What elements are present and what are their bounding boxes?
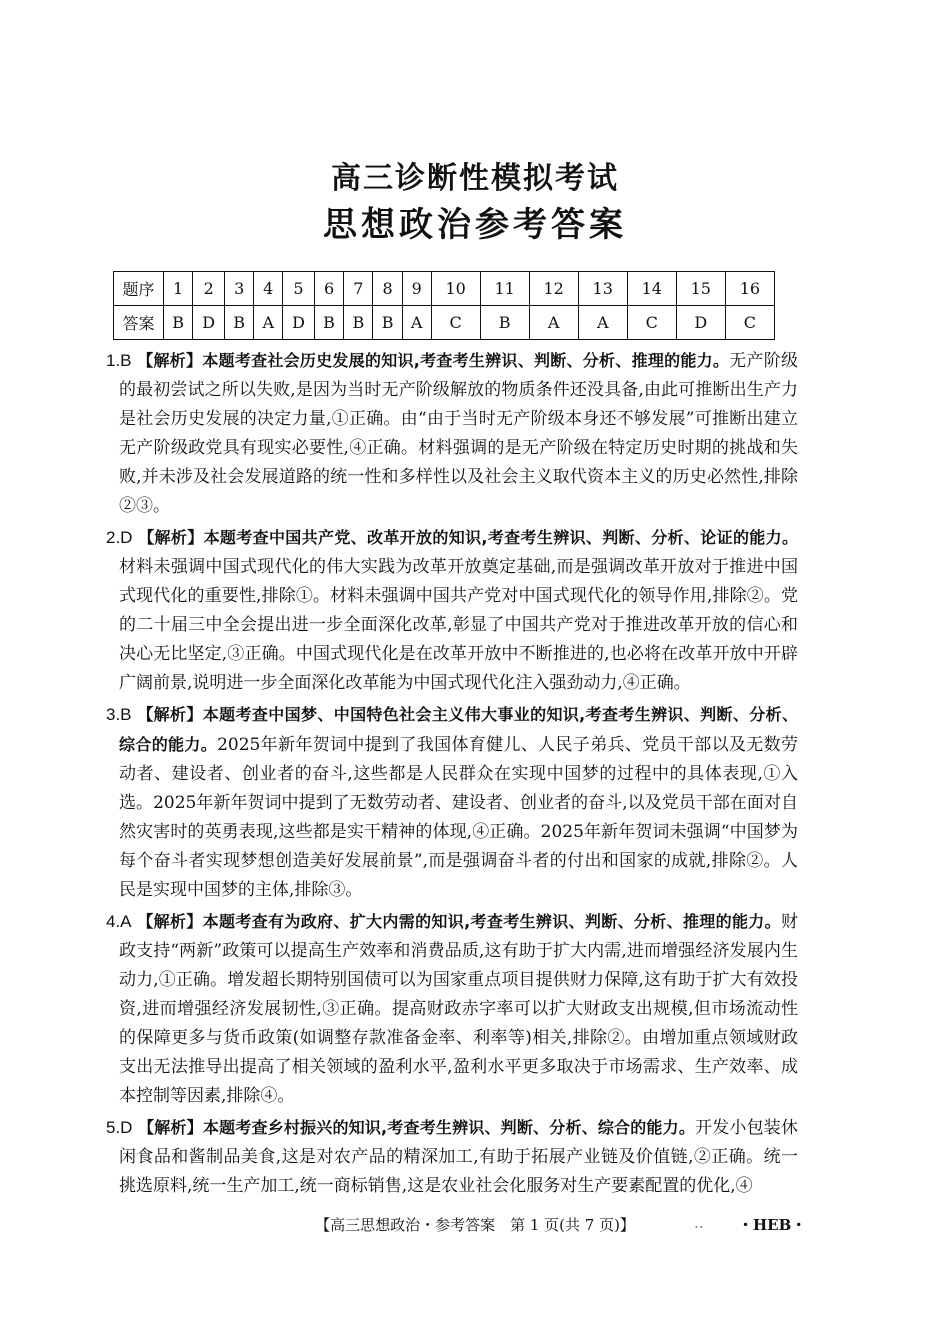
question-number-cell: 13	[578, 272, 627, 306]
analysis-tag: 【解析】	[137, 705, 203, 724]
answer-cell: B	[164, 306, 193, 340]
question-number-cell: 3	[225, 272, 254, 306]
question-number-cell: 15	[676, 272, 725, 306]
question-number-cell: 16	[725, 272, 774, 306]
item-lead: 本题考查乡村振兴的知识,考查考生辨识、判断、分析、综合的能力。	[202, 1118, 696, 1137]
item-lead: 本题考查社会历史发展的知识,考查考生辨识、判断、分析、推理的能力。	[202, 351, 730, 370]
item-lead: 本题考查有为政府、扩大内需的知识,考查考生辨识、判断、分析、推理的能力。	[202, 912, 781, 931]
item-body: 材料未强调中国式现代化的伟大实践为改革开放奠定基础,而是强调改革开放对于推进中国式现代化的重要性,排除①。材料未强调中国共产党对中国式现代化的领导作用,排除②。党的二十届三中全会提出进一步全面深化改革,彰显了中国共产党对于推进改革开放的信心和决心无比坚定,③正确。中国式现代化是在改革开放中不断推进的,也必将在改革开放中开辟广阔前景,说明进一步全面深化改革能为中国式现代化注入强劲动力,④正确。	[119, 557, 798, 693]
explanation-item	[106, 700, 798, 905]
item-number: 5.D	[106, 1118, 133, 1137]
answer-cell: D	[283, 306, 315, 340]
item-body: 2025年新年贺词中提到了我国体育健儿、人民子弟兵、党员干部以及无数劳动者、建设者、创业者的奋斗,这些都是人民群众在实现中国梦的过程中的具体表现,①入选。2025年新年贺词中提到了无数劳动者、建设者、创业者的奋斗,以及党员干部在面对自然灾害时的英勇表现,这些都是实干精神的体现,④正确。2025年新年贺词未强调“中国梦为每个奋斗者实现梦想创造美好发展前景”,而是强调奋斗者的付出和国家的成就,排除②。人民是实现中国梦的主体,排除③。	[119, 735, 798, 900]
question-number-cell: 12	[529, 272, 578, 306]
item-body: 无产阶级的最初尝试之所以失败,是因为当时无产阶级解放的物质条件还没具备,由此可推断出生产力是社会历史发展的决定力量,①正确。由“由于当时无产阶级本身还不够发展”可推断出建立无产阶级政党具有现实必要性,④正确。材料强调的是无产阶级在特定历史时期的挑战和失败,并未涉及社会发展道路的统一性和多样性以及社会主义取代资本主义的历史必然性,排除②③。	[119, 351, 798, 516]
answer-row-label: 答案	[114, 306, 164, 340]
explanation-item	[106, 523, 798, 698]
question-number-cell: 4	[254, 272, 283, 306]
answer-cell: A	[402, 306, 431, 340]
item-body: 开发小包装休闲食品和酱制品美食,这是对农产品的精深加工,有助于拓展产业链及价值链,②正确。统一挑选原料,统一生产加工,统一商标销售,这是农业社会化服务对生产要素配置的优化,④	[119, 1118, 798, 1196]
answer-cell: C	[627, 306, 676, 340]
question-number-cell: 11	[480, 272, 529, 306]
document-title: 思想政治参考答案	[323, 205, 627, 245]
footer-page-label: 【高三思想政治・参考答案 第 1 页(共 7 页)】	[315, 1216, 635, 1234]
item-number: 2.D	[106, 528, 133, 547]
answer-cell: A	[529, 306, 578, 340]
question-number-cell: 5	[283, 272, 315, 306]
question-number-cell: 7	[344, 272, 373, 306]
answer-cell: D	[193, 306, 225, 340]
item-number: 1.B	[106, 351, 132, 370]
analysis-tag: 【解析】	[138, 528, 204, 547]
question-number-cell: 2	[193, 272, 225, 306]
question-number-cell: 14	[627, 272, 676, 306]
answer-cell: B	[225, 306, 254, 340]
answer-table-number-row	[114, 272, 775, 306]
item-number: 4.A	[106, 912, 132, 931]
explanation-list	[106, 346, 798, 1203]
footer-dots: ..	[694, 1214, 704, 1232]
answer-cell: A	[254, 306, 283, 340]
item-lead: 本题考查中国共产党、改革开放的知识,考查考生辨识、判断、分析、论证的能力。	[203, 528, 798, 547]
answer-cell: A	[578, 306, 627, 340]
question-number-cell: 1	[164, 272, 193, 306]
analysis-tag: 【解析】	[137, 912, 203, 931]
answer-table-answer-row	[114, 306, 775, 340]
footer-code: ・HEB・	[738, 1216, 807, 1234]
question-number-cell: 6	[314, 272, 343, 306]
explanation-item	[106, 907, 798, 1111]
analysis-tag: 【解析】	[138, 1118, 203, 1137]
item-number: 3.B	[106, 705, 132, 724]
answer-cell: B	[344, 306, 373, 340]
item-body: 财政支持“两新”政策可以提高生产效率和消费品质,这有助于扩大内需,进而增强经济发展内生动力,①正确。增发超长期特别国债可以为国家重点项目提供财力保障,这有助于扩大有效投资,进而增强经济发展韧性,③正确。提高财政赤字率可以扩大财政支出规模,但市场流动性的保障更多与货币政策(如调整存款准备金率、利率等)相关,排除②。由增加重点领域财政支出无法推导出提高了相关领域的盈利水平,盈利水平更多取决于市场需求、生产效率、成本控制等因素,排除④。	[119, 912, 798, 1106]
analysis-tag: 【解析】	[137, 351, 203, 370]
answer-table	[113, 271, 775, 340]
answer-cell: B	[314, 306, 343, 340]
answer-cell: C	[431, 306, 480, 340]
explanation-item	[106, 346, 798, 521]
answer-cell: C	[725, 306, 774, 340]
number-row-label: 题序	[114, 272, 164, 306]
question-number-cell: 8	[373, 272, 402, 306]
question-number-cell: 9	[402, 272, 431, 306]
answer-cell: B	[480, 306, 529, 340]
item-lead: 本题考查中国梦、中国特色社会主义伟大事业的知识,考查考生辨识、判断、分析、综合的能力。	[119, 705, 798, 754]
question-number-cell: 10	[431, 272, 480, 306]
answer-cell: D	[676, 306, 725, 340]
explanation-item	[106, 1113, 798, 1201]
exam-title: 高三诊断性模拟考试	[331, 161, 619, 196]
answer-cell: B	[373, 306, 402, 340]
